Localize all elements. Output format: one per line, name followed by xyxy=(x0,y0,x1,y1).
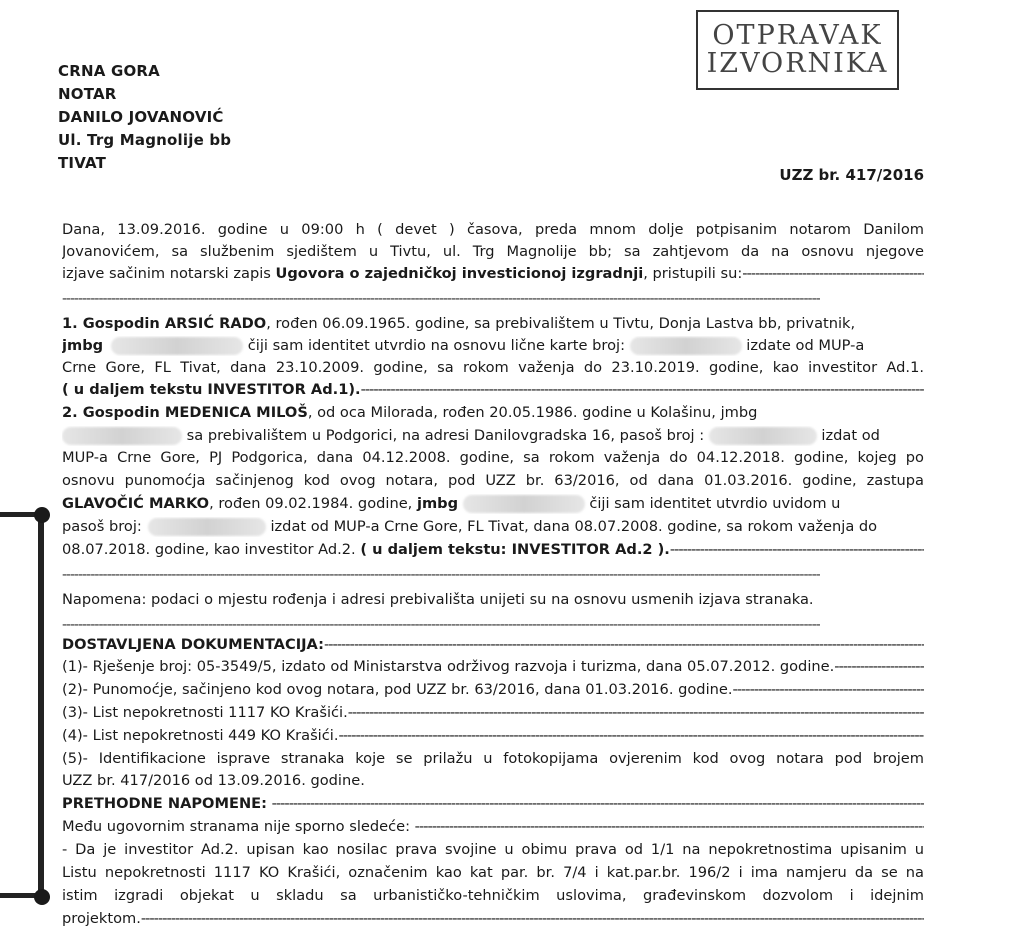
party1-line-4 xyxy=(62,380,924,400)
passport-label: pasoš broj: xyxy=(62,518,142,535)
represented-jmbg-label: jmbg xyxy=(416,495,459,512)
party1-alias: INVESTITOR Ad.1 xyxy=(207,381,349,398)
docs-item-5: (5)- Identifikacione isprave stranaka koje se prilažu u fotokopijama ovjerenim kod ovog notara pod brojem xyxy=(62,750,924,767)
party2-role: 08.07.2018. godine, kao investitor Ad.2. xyxy=(62,541,361,558)
party1-number: 1. Gospodin xyxy=(62,315,165,332)
separator-line xyxy=(62,618,924,632)
party2-line-7 xyxy=(62,540,924,560)
prior-text-end: projektom. xyxy=(62,910,141,927)
reference-number: UZZ br. 417/2016 xyxy=(779,166,924,184)
redacted-jmbg xyxy=(62,427,182,445)
party2-line-4: osnovu punomoćja sačinjenog kod ovog notara, pod UZZ br. 63/2016, od dana 01.03.2016. godine, zastupa xyxy=(62,472,924,489)
party2-line-1 xyxy=(62,403,924,423)
docs-item-5-cont: UZZ br. 417/2016 od 13.09.2016. godine. xyxy=(62,772,365,789)
docs-item-text: (3)- List nepokretnosti 1117 KO Krašići. xyxy=(62,704,348,721)
binding-bracket xyxy=(0,512,44,898)
redacted-id-card xyxy=(630,337,742,355)
note-text: : podaci o mjestu rođenja i adresi prebivališta unijeti su na osnovu usmenih izjava stranaka. xyxy=(141,591,814,608)
separator-line xyxy=(62,568,924,582)
party2-address: sa prebivalištem u Podgorici, na adresi Danilovgradska 16, pasoš broj : xyxy=(186,427,705,444)
header-name: DANILO JOVANOVIĆ xyxy=(58,108,224,126)
prior-heading-line xyxy=(62,794,924,814)
represented-name: GLAVOČIĆ MARKO xyxy=(62,495,210,512)
party1-id-text: čiji sam identitet utvrdio na osnovu lične karte broj: xyxy=(247,337,625,354)
header-city: TIVAT xyxy=(58,154,107,172)
binding-dot-top xyxy=(34,507,50,523)
stamp-line-2: IZVORNIKA xyxy=(706,48,889,79)
intro-text-end: , pristupili su: xyxy=(643,265,743,282)
party1-jmbg-label: jmbg xyxy=(62,337,104,354)
party2-line-6 xyxy=(62,517,924,537)
party1-alias-close: ). xyxy=(348,381,361,398)
party2-details: , od oca Milorada, rođen 20.05.1986. godine u Kolašinu, jmbg xyxy=(307,404,758,421)
docs-heading: DOSTAVLJENA DOKUMENTACIJA: xyxy=(62,636,324,653)
represented-id-text: čiji sam identitet utvrdio uvidom u xyxy=(589,495,841,512)
redacted-jmbg xyxy=(111,337,243,355)
party2-line-2 xyxy=(62,426,924,446)
redacted-jmbg xyxy=(463,495,585,513)
party1-line-3: Crne Gore, FL Tivat, dana 23.10.2009. godine, sa rokom važenja do 23.10.2019. godine, kao investitor Ad.1. xyxy=(62,359,924,376)
docs-item-text: (2)- Punomoćje, sačinjeno kod ovog notara, pod UZZ br. 63/2016, dana 01.03.2016. godine. xyxy=(62,681,733,698)
docs-item-3 xyxy=(62,703,924,723)
prior-line-1 xyxy=(62,817,924,837)
intro-line-1: Dana, 13.09.2016. godine u 09:00 h ( devet ) časova, preda mnom dolje potpisanim notarom Danilom xyxy=(62,221,924,238)
docs-item-2 xyxy=(62,680,924,700)
note-label: Napomena xyxy=(62,591,142,608)
docs-heading-line xyxy=(62,635,924,655)
docs-item-4 xyxy=(62,726,924,746)
stamp-line-1: OTPRAVAK xyxy=(712,20,883,51)
otpravak-stamp xyxy=(696,10,899,90)
header-street: Ul. Trg Magnolije bb xyxy=(58,131,232,149)
party2-issued: izdat od xyxy=(821,427,880,444)
prior-line-3: Listu nepokretnosti 1117 KO Krašići, označenim kao kat par. br. 7/4 i kat.par.br. 196/2 i ima namjeru da se na xyxy=(62,864,924,881)
docs-item-1 xyxy=(62,657,924,677)
party2-alias: ( u daljem tekstu: INVESTITOR Ad.2 ). xyxy=(360,541,670,558)
party2-line-5 xyxy=(62,494,924,514)
party1-issued: izdate od MUP-a xyxy=(746,337,865,354)
party1-line-1 xyxy=(62,314,924,334)
party1-alias-open: ( u daljem tekstu xyxy=(62,381,208,398)
party2-number: 2. Gospodin xyxy=(62,404,165,421)
note-line xyxy=(62,590,924,610)
passport-issued: izdat od MUP-a Crne Gore, FL Tivat, dana 08.07.2008. godine, sa rokom važenja do xyxy=(270,518,878,535)
docs-item-text: (1)- Rješenje broj: 05-3549/5, izdato od Ministarstva održivog razvoja i turizma, dana 05.07.2012. godine. xyxy=(62,658,835,675)
redacted-passport xyxy=(709,427,817,445)
party1-details: , rođen 06.09.1965. godine, sa prebivalištem u Tivtu, Donja Lastva bb, privatnik, xyxy=(266,315,856,332)
intro-line-3 xyxy=(62,264,924,284)
redacted-passport xyxy=(148,518,266,536)
separator-line xyxy=(62,292,924,306)
party2-name: MEDENICA MILOŠ xyxy=(164,404,308,421)
prior-line-5 xyxy=(62,909,924,929)
party1-name: ARSIĆ RADO xyxy=(164,315,267,332)
contract-title: Ugovora o zajedničkoj investicionoj izgradnji xyxy=(275,265,644,282)
party1-line-2 xyxy=(62,336,924,356)
header-role: NOTAR xyxy=(58,85,117,103)
docs-item-text: (4)- List nepokretnosti 449 KO Krašići. xyxy=(62,727,339,744)
prior-text: Među ugovornim stranama nije sporno sledeće: xyxy=(62,818,411,835)
represented-details: , rođen 09.02.1984. godine, xyxy=(209,495,417,512)
header-country: CRNA GORA xyxy=(58,62,160,80)
prior-line-4: istim izgradi objekat u skladu sa urbanističko-tehničkim uslovima, građevinskom dozvolom i idejnim xyxy=(62,887,924,904)
prior-heading: PRETHODNE NAPOMENE: xyxy=(62,795,267,812)
prior-line-2: - Da je investitor Ad.2. upisan kao nosilac prava svojine u obimu prava od 1/1 na nepokretnostima upisanim u xyxy=(62,841,924,858)
intro-line-2: Jovanovićem, sa službenim sjedištem u Tivtu, ul. Trg Magnolije bb; sa zahtjevom da na osnovu njegove xyxy=(62,243,924,260)
binding-dot-bottom xyxy=(34,889,50,905)
intro-text: izjave sačinim notarski zapis xyxy=(62,265,276,282)
party2-line-3: MUP-a Crne Gore, PJ Podgorica, dana 04.12.2008. godine, sa rokom važenja do 04.12.2018. godine, kojeg po xyxy=(62,449,924,466)
